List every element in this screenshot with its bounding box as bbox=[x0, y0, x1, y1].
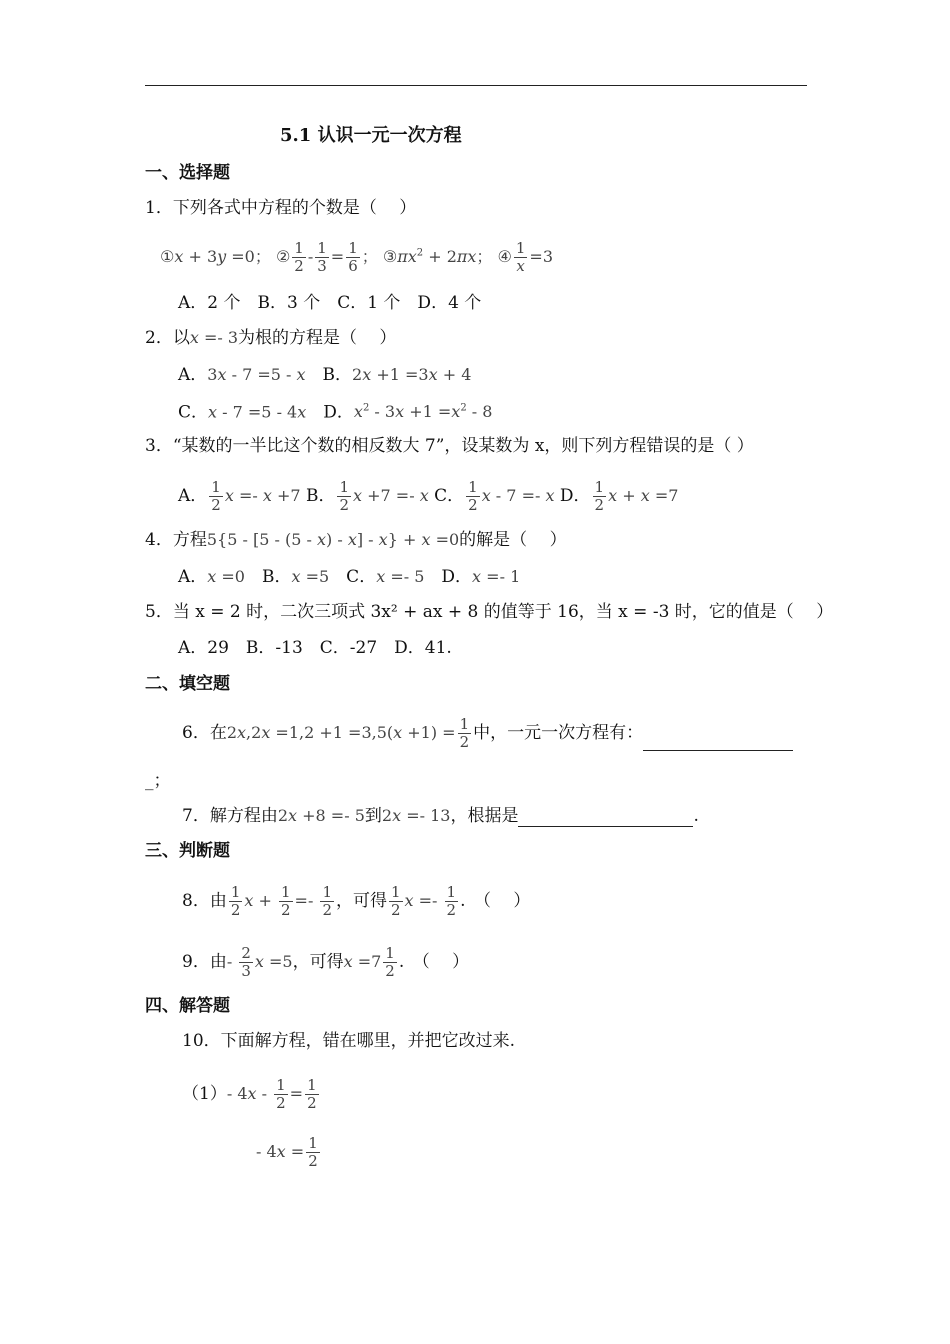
q2-options-row2: C．x - 7 =5 - 4x D．$x^2 - 3x +1 =x^2 - 8$ bbox=[178, 402, 493, 423]
q9-stem: 9．由- $\frac{2}{3}$ x =5，可得x =7 $\frac{1}{2}$ . （ ） bbox=[182, 944, 470, 980]
q2-stem: 2．以x =- 3为根的方程是（ ） bbox=[145, 328, 397, 348]
q8-stem: 8．由 $\frac{1}{2}$ x + $\frac{1}{2}$ =- $\frac{1}{2}$ ，可得 $\frac{1}{2}$ x =- $\frac{1}{2}$ . （ ） bbox=[182, 883, 531, 919]
header-rule bbox=[145, 85, 807, 86]
section-heading-fill: 二、填空题 bbox=[145, 674, 230, 694]
q4-options: A．x =0 B．x =5 C．x =- 5 D．x =- 1 bbox=[178, 567, 521, 587]
q3-stem: 3．“某数的一半比这个数的相反数大 7”，设某数为 x，则下列方程错误的是（ ） bbox=[145, 436, 754, 456]
section-heading-judge: 三、判断题 bbox=[145, 841, 230, 861]
q6-answer-blank[interactable] bbox=[643, 750, 793, 751]
section-heading-solve: 四、解答题 bbox=[145, 996, 230, 1016]
q1-options: A．2 个 B．3 个 C．1 个 D．4 个 bbox=[178, 293, 482, 313]
section-heading-choice: 一、选择题 bbox=[145, 163, 230, 183]
q7-answer-blank[interactable] bbox=[518, 826, 693, 827]
q10-step1: （1）- 4x - $\frac{1}{2}$ = $\frac{1}{2}$ bbox=[182, 1076, 317, 1112]
q6-stem: 6．在2x,2x =1,2 +1 =3,5(x +1) = $\frac{1}{2}$ 中，一元一次方程有： bbox=[182, 716, 793, 751]
q1-items: ①x + 3y =0； ② $\frac{1}{2}$ - $\frac{1}{3}$ = $\frac{1}{6}$ ； $③\pi x^2 + 2\pi x$； ④ $\frac{1}{x}$ =3 bbox=[160, 239, 553, 275]
q7-stem: 7．解方程由2x +8 =- 5到2x =- 13，根据是 . bbox=[182, 806, 699, 826]
q5-stem: 5．当 x = 2 时，二次三项式 3x² + ax + 8 的值等于 16，当 x = -3 时，它的值是（ ） bbox=[145, 602, 834, 622]
q6-tail: _； bbox=[145, 771, 171, 791]
q5-options: A．29 B．-13 C．-27 D．41. bbox=[178, 638, 452, 658]
q10-step2: - 4x = $\frac{1}{2}$ bbox=[256, 1134, 318, 1170]
q4-stem: 4．方程5{5 - [5 - (5 - x) - x] - x} + x =0的解是（ ） bbox=[145, 530, 567, 550]
q10-stem: 10．下面解方程，错在哪里，并把它改过来. bbox=[182, 1031, 516, 1051]
q3-options: A． $\frac{1}{2}$ x =- x +7 B． $\frac{1}{2}$ x +7 =- x C． $\frac{1}{2}$ x - 7 =- x D． $\frac{1}{2}$ x + x =7 bbox=[178, 478, 679, 514]
page-title: 5.1 认识一元一次方程 bbox=[280, 125, 462, 146]
q1-stem: 1．下列各式中方程的个数是（ ） bbox=[145, 198, 417, 218]
q2-options-row1: A．3x - 7 =5 - x B．2x +1 =3x + 4 bbox=[178, 365, 472, 385]
